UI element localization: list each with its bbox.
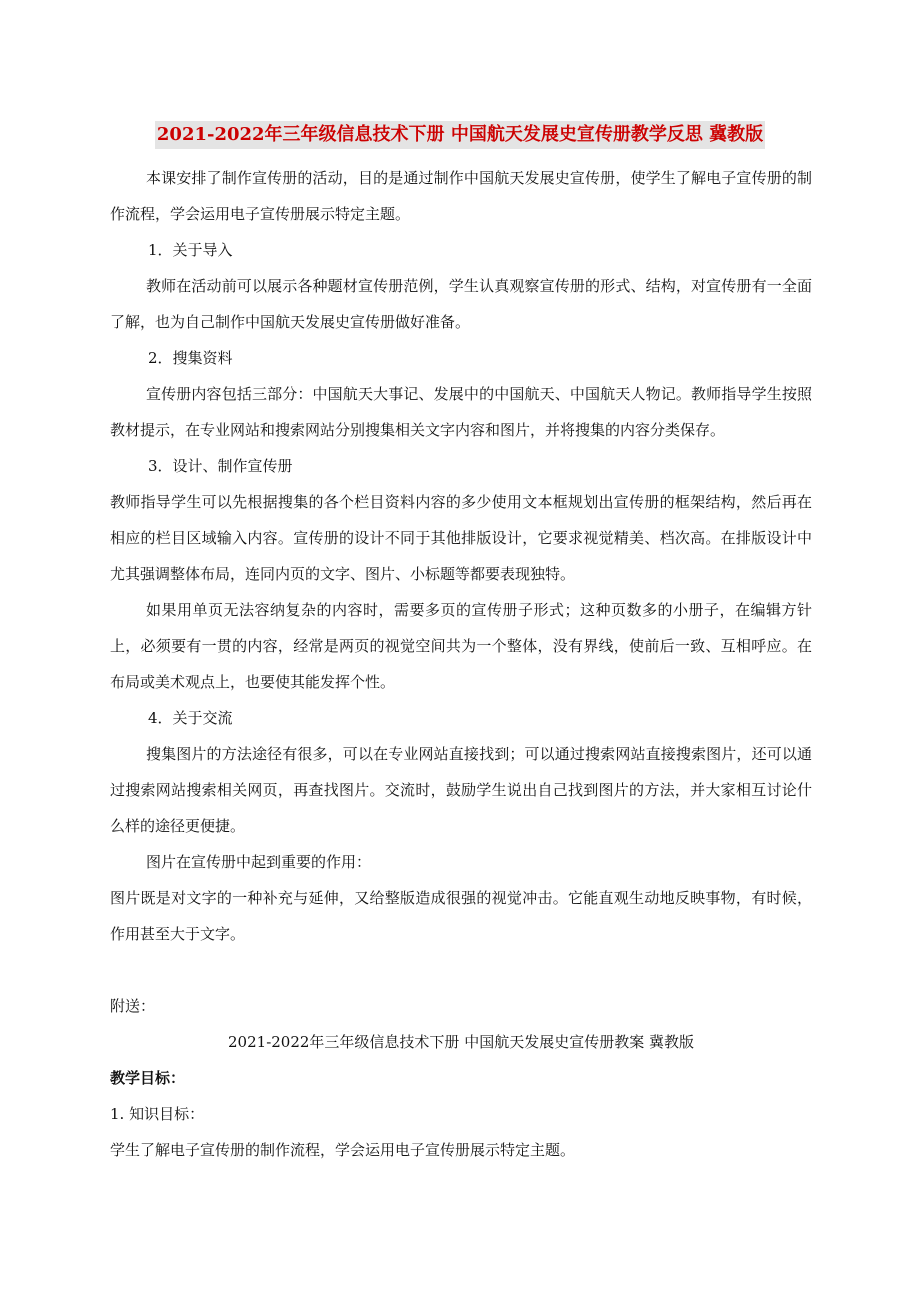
section-heading-intro: 1．关于导入	[148, 241, 233, 259]
intro-paragraph: 本课安排了制作宣传册的活动，目的是通过制作中国航天发展史宣传册，使学生了解电子宣传册的制作流程，学会运用电子宣传册展示特定主题。	[110, 169, 812, 223]
goals-heading: 教学目标：	[110, 1069, 186, 1087]
section-paragraph: 图片在宣传册中起到重要的作用：	[146, 853, 372, 871]
knowledge-heading: 1. 知识目标：	[110, 1105, 205, 1123]
document-body	[110, 160, 812, 1168]
section-paragraph: 图片既是对文字的一种补充与延伸，又给整版造成很强的视觉冲击。它能直观生动地反映事物，有时候，作用甚至大于文字。	[110, 889, 812, 943]
knowledge-text: 学生了解电子宣传册的制作流程，学会运用电子宣传册展示特定主题。	[110, 1141, 576, 1159]
section-heading-materials: 2．搜集资料	[148, 349, 233, 367]
appendix-label: 附送：	[110, 997, 156, 1015]
title-container	[0, 121, 920, 149]
blank-line	[110, 952, 812, 988]
document-title: 2021-2022年三年级信息技术下册 中国航天发展史宣传册教学反思 冀教版	[155, 121, 765, 149]
section-paragraph: 搜集图片的方法途径有很多，可以在专业网站直接找到；可以通过搜索网站直接搜索图片，还可以通过搜索网站搜索相关网页，再查找图片。交流时，鼓励学生说出自己找到图片的方法，并大家相互讨论什么样的途径更便捷。	[110, 745, 812, 835]
appendix-subtitle: 2021-2022年三年级信息技术下册 中国航天发展史宣传册教案 冀教版	[228, 1033, 694, 1051]
section-paragraph: 教师指导学生可以先根据搜集的各个栏目资料内容的多少使用文本框规划出宣传册的框架结构，然后再在相应的栏目区域输入内容。宣传册的设计不同于其他排版设计，它要求视觉精美、档次高。在排版设计中尤其强调整体布局，连同内页的文字、图片、小标题等都要表现独特。	[110, 493, 812, 583]
section-heading-exchange: 4．关于交流	[148, 709, 233, 727]
section-paragraph: 教师在活动前可以展示各种题材宣传册范例，学生认真观察宣传册的形式、结构，对宣传册有一全面了解，也为自己制作中国航天发展史宣传册做好准备。	[110, 277, 812, 331]
section-heading-design: 3．设计、制作宣传册	[148, 457, 293, 475]
section-paragraph: 如果用单页无法容纳复杂的内容时，需要多页的宣传册子形式；这种页数多的小册子，在编辑方针上，必须要有一贯的内容，经常是两页的视觉空间共为一个整体，没有界线，使前后一致、互相呼应。在布局或美术观点上，也要使其能发挥个性。	[110, 601, 812, 691]
section-paragraph: 宣传册内容包括三部分：中国航天大事记、发展中的中国航天、中国航天人物记。教师指导学生按照教材提示，在专业网站和搜索网站分别搜集相关文字内容和图片，并将搜集的内容分类保存。	[110, 385, 812, 439]
